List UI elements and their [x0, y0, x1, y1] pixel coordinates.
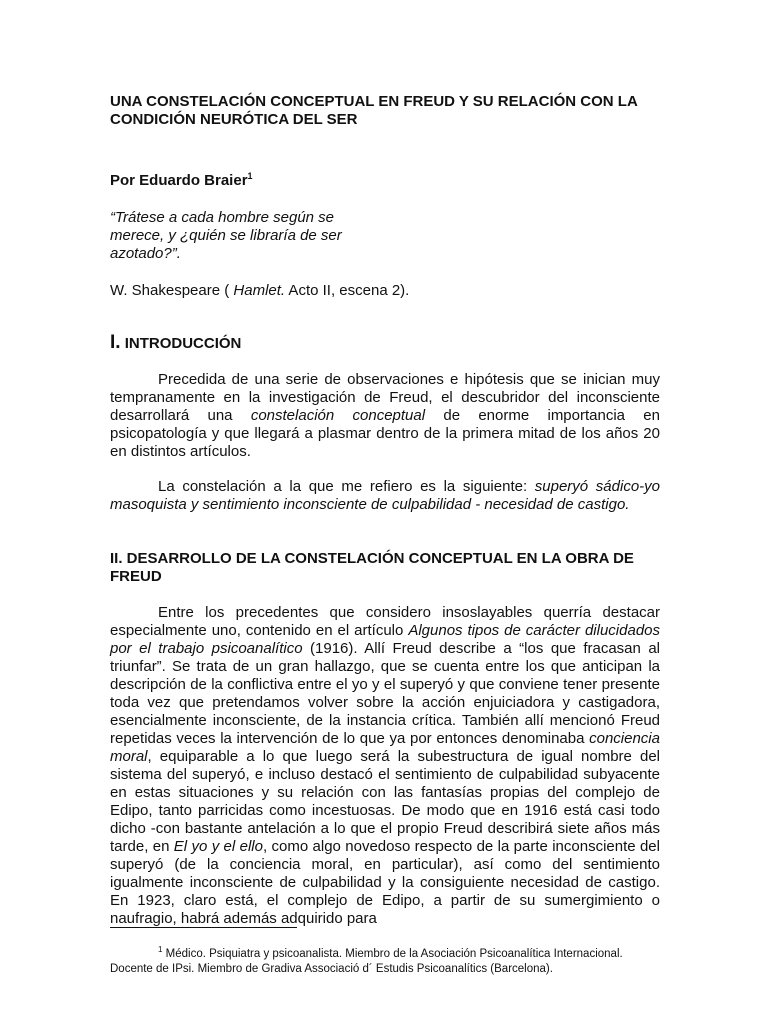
author-line — [110, 172, 660, 190]
attribution-work: Hamlet. — [233, 282, 286, 299]
author-name: Por Eduardo Braier — [110, 172, 248, 189]
document-body — [110, 93, 660, 928]
paragraph: La constelación a la que me refiero es la siguiente: superyó sádico-yo masoquista y sentimiento inconsciente de culpabilidad - necesidad de castigo. — [110, 478, 660, 513]
title-line-2: CONDICIÓN NEURÓTICA DEL SER — [110, 111, 358, 128]
section-heading-introduccion — [110, 334, 660, 353]
article-title — [110, 93, 660, 129]
attribution-suffix: Acto II, escena 2). — [285, 282, 410, 299]
footnote-mark: 1 — [158, 944, 163, 954]
section-heading-desarrollo: II. DESARROLLO DE LA CONSTELACIÓN CONCEPTUAL EN LA OBRA DE FREUD — [110, 550, 634, 585]
epigraph: “Trátese a cada hombre según se merece, y ¿quién se libraría de ser azotado?”. — [110, 209, 342, 262]
section-numeral: I. — [110, 332, 121, 353]
epigraph-attribution — [110, 282, 660, 300]
footnote-ref[interactable]: 1 — [247, 171, 253, 181]
section-heading-text: INTRODUCCIÓN — [120, 335, 242, 352]
footnote — [110, 944, 655, 977]
footnote-divider — [110, 927, 297, 928]
paragraph: Entre los precedentes que considero insoslayables querría destacar especialmente uno, contenido en el artículo Algunos tipos de carácter dilucidados por el trabajo psicoanalítico (1916). Allí Freud describe a “los que fracasan al triunfar”. Se trata de un gran hallazgo, que se cuenta entre los que anticipan la descripción de la conflictiva entre el yo y el superyó y que conviene tener presente toda vez que pretendamos volver sobre la acción enjuiciadora y castigadora, esencialmente inconsciente, de la instancia crítica. También allí mencionó Freud repetidas veces la intervención de lo que ya por entonces denominaba conciencia moral, equiparable a lo que luego será la subestructura de igual nombre del sistema del superyó, e incluso destacó el sentimiento de culpabilidad subyacente en estas situaciones y su relación con las fantasías propias del complejo de Edipo, tanto parricidas como incestuosas. De modo que en 1916 está casi todo dicho -con bastante antelación a lo que el propio Freud describirá siete años más tarde, en El yo y el ello, como algo novedoso respecto de la parte inconsciente del superyó (de la conciencia moral, en particular), así como del sentimiento igualmente inconsciente de culpabilidad y la consiguiente necesidad de castigo. En 1923, claro está, el complejo de Edipo, a partir de su sumergimiento o naufragio, habrá además adquirido para — [110, 604, 661, 927]
footnote-text: Médico. Psiquiatra y psicoanalista. Miembro de la Asociación Psicoanalítica Internacional. Docente de IPsi. Miembro de Gradiva Associació d´ Estudis Psicoanalítics (Barcelona). — [110, 947, 623, 975]
title-line-1: UNA CONSTELACIÓN CONCEPTUAL EN FREUD Y SU RELACIÓN CON LA — [110, 93, 638, 110]
paragraph: Precedida de una serie de observaciones e hipótesis que se inician muy tempranamente en la investigación de Freud, el descubridor del inconsciente desarrollará una constelación conceptual de enorme importancia en psicopatología y que llegará a plasmar dentro de la primera mitad de los años 20 en distintos artículos. — [110, 371, 660, 460]
attribution-prefix: W. Shakespeare ( — [110, 282, 234, 299]
